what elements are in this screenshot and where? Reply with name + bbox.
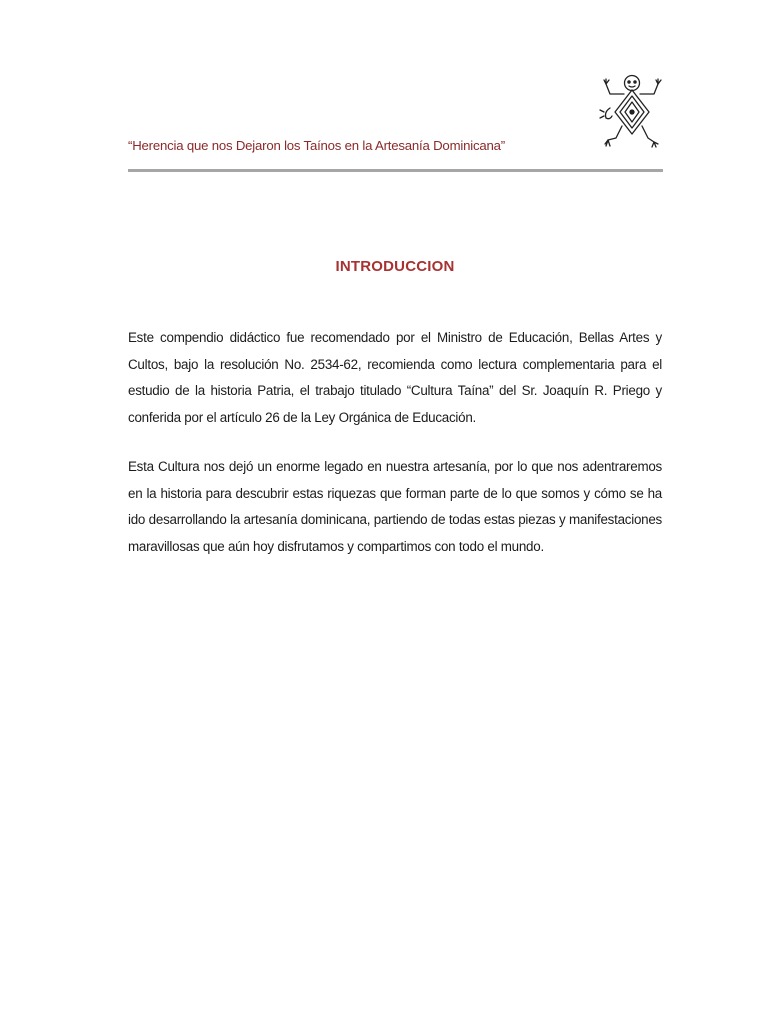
header-divider [128, 169, 663, 172]
intro-paragraph-1: Este compendio didáctico fue recomendado por el Ministro de Educación, Bellas Artes y Cultos, bajo la resolución No. 2534-62, recomienda como lectura complementaria para el estudio de la historia Patria, el trabajo titulado “Cultura Taína” del Sr. Joaquín R. Priego y conferida por el artículo 26 de la Ley Orgánica de Educación. [128, 330, 662, 425]
taino-petroglyph-figure-icon [596, 72, 668, 156]
intro-paragraph-2: Esta Cultura nos dejó un enorme legado en nuestra artesanía, por lo que nos adentraremos en la historia para descubrir estas riquezas que forman parte de lo que somos y cómo se ha ido desarrollando la artesanía dominicana, partiendo de todas estas piezas y manifestaciones maravillosas que aún hoy disfrutamos y compartimos con todo el mundo. [128, 459, 662, 554]
header-title: “Herencia que nos Dejaron los Taínos en la Artesanía Dominicana” [128, 138, 505, 153]
section-heading: INTRODUCCION [335, 258, 455, 275]
